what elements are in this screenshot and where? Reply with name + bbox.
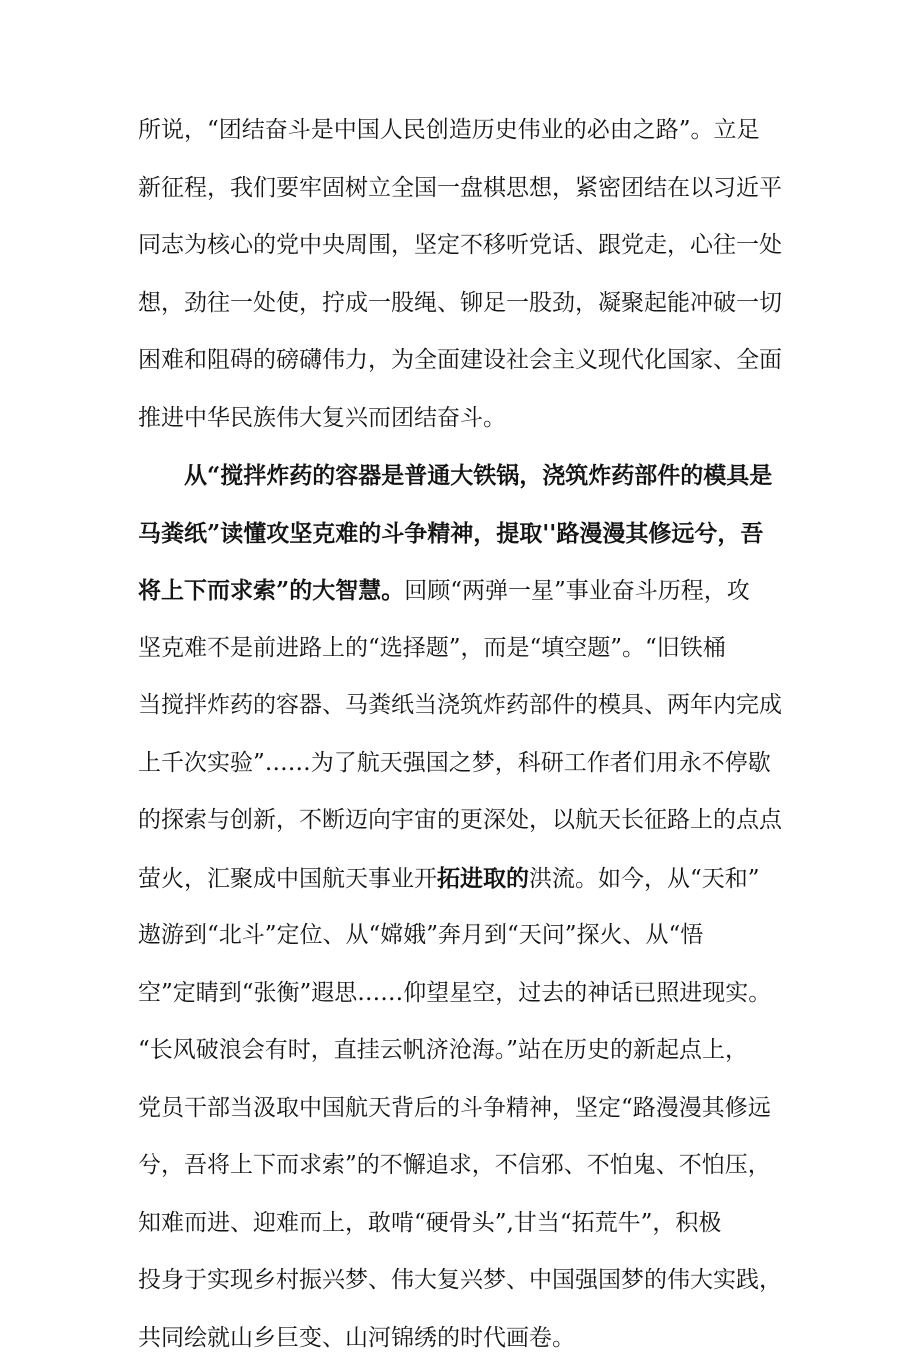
text-run: 党员干部当汲取中国航天背后的斗争精神，坚定“路漫漫其修远	[138, 1095, 771, 1121]
text-line	[138, 102, 788, 160]
text-line	[138, 275, 788, 333]
text-run: 投身于实现乡村振兴梦、伟大复兴梦、中国强国梦的伟大实践，	[138, 1267, 782, 1293]
text-line	[138, 1022, 788, 1080]
text-line	[138, 1137, 788, 1195]
text-run: 共同绘就山乡巨变、山河锦绣的时代画卷。	[138, 1325, 575, 1351]
text-line	[138, 1310, 788, 1367]
text-run: 新征程，我们要牢固树立全国一盘棋思想，紧密团结在以习近平	[138, 175, 782, 201]
text-run: “长风破浪会有时，直挂云帆济沧海。”站在历史的新起点上，	[138, 1037, 748, 1063]
bold-text-run: 马粪纸”读懂攻坚克难的斗争精神，提取''路漫漫其修远兮，吾	[138, 520, 763, 547]
text-run: 上千次实验”……为了航天强国之梦，科研工作者们用永不停歇	[138, 750, 771, 776]
text-run: 萤火，汇聚成中国航天事业开	[138, 866, 437, 892]
text-run: 的探索与创新，不断迈向宇宙的更深处，以航天长征路上的点点	[138, 807, 782, 833]
text-run: 同志为核心的党中央周围，坚定不移听党话、跟党走，心往一处	[138, 232, 782, 258]
text-line	[138, 965, 788, 1023]
text-line	[138, 850, 788, 908]
text-line	[138, 735, 788, 793]
text-line	[138, 390, 788, 448]
text-run: 所说，“团结奋斗是中国人民创造历史伟业的必由之路”。立足	[138, 117, 760, 143]
text-line	[138, 907, 788, 965]
bold-text-run: 将上下而求索”的大智慧。	[138, 577, 404, 604]
bold-text-run: 从“搅拌炸药的容器是普通大铁锅，浇筑炸药部件的模具是	[184, 462, 772, 489]
text-run: 想，劲往一处使，拧成一股绳、铆足一股劲，凝聚起能冲破一切	[138, 290, 782, 316]
text-line	[138, 447, 788, 505]
text-run: 遨游到“北斗”定位、从“嫦娥”奔月到“天问”探火、从“悟	[138, 922, 703, 948]
text-run: 回顾“两弹一星”事业奋斗历程，攻	[404, 578, 750, 604]
text-run: 空”定睛到“张衡”遐思……仰望星空，过去的神话已照进现实。	[138, 980, 771, 1006]
text-run: 推进中华民族伟大复兴而团结奋斗。	[138, 405, 506, 431]
text-run: 知难而进、迎难而上，敢啃“硬骨头”,甘当“拓荒牛”，积极	[138, 1210, 721, 1236]
text-line	[138, 160, 788, 218]
text-line	[138, 332, 788, 390]
text-line	[138, 562, 788, 620]
text-line	[138, 1195, 788, 1253]
text-line	[138, 620, 788, 678]
text-line	[138, 677, 788, 735]
text-line	[138, 505, 788, 563]
text-line	[138, 792, 788, 850]
text-line	[138, 1080, 788, 1138]
text-run: 兮，吾将上下而求索”的不懈追求，不信邪、不怕鬼、不怕压，	[138, 1152, 771, 1178]
text-line	[138, 217, 788, 275]
text-run: 坚克难不是前进路上的“选择题”，而是“填空题”。“旧铁桶	[138, 635, 726, 661]
text-run: 困难和阻碍的磅礴伟力，为全面建设社会主义现代化国家、全面	[138, 347, 782, 373]
body-text	[138, 102, 788, 1367]
text-run: 当搅拌炸药的容器、马粪纸当浇筑炸药部件的模具、两年内完成	[138, 692, 782, 718]
bold-text-run: 拓进取的	[437, 865, 529, 892]
text-run: 洪流。如今，从“天和”	[529, 866, 760, 892]
